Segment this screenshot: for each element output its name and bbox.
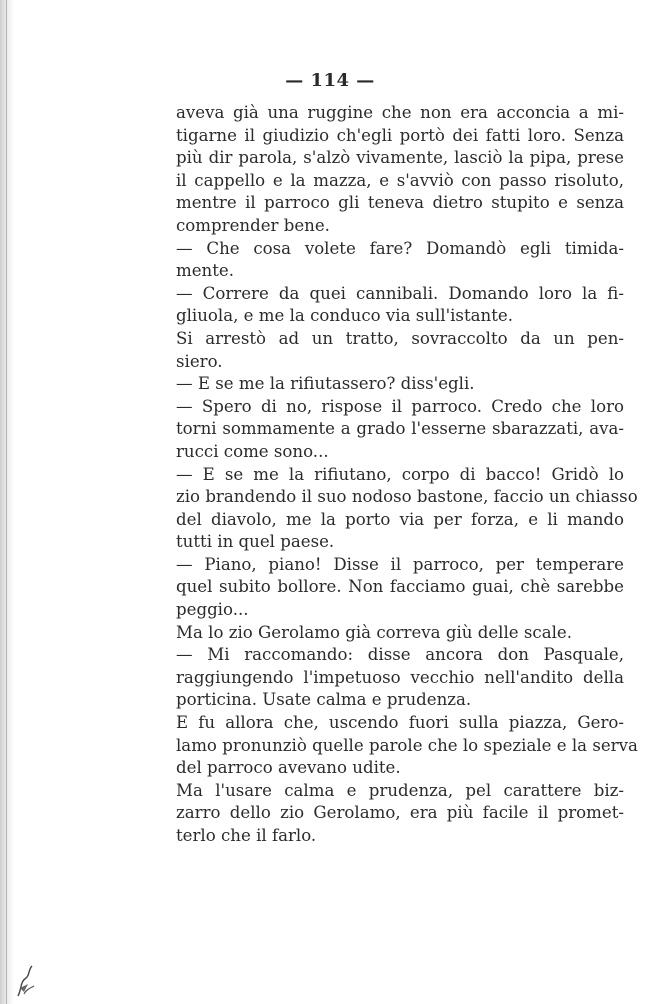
text-line: — E se me la rifiutassero? diss'egli. bbox=[176, 374, 475, 394]
paragraph bbox=[158, 396, 624, 464]
text-line: — Spero di no, rispose il parroco. Credo che loro bbox=[176, 396, 624, 416]
page-spine-shadow bbox=[0, 0, 14, 1004]
text-line: — Mi raccomando: disse ancora don Pasquale, bbox=[176, 645, 624, 665]
text-line: E fu allora che, uscendo fuori sulla piazza, Gero- bbox=[176, 713, 624, 733]
text-line: lamo pronunziò quelle parole che lo speziale e la serva bbox=[176, 735, 638, 755]
corner-ornament-icon bbox=[14, 958, 44, 998]
text-line: comprender bene. bbox=[176, 215, 330, 235]
text-line: — Piano, piano! Disse il parroco, per temperare bbox=[176, 554, 624, 574]
paragraph bbox=[158, 712, 638, 780]
paragraph bbox=[158, 102, 624, 238]
text-line: Ma l'usare calma e prudenza, pel carattere biz- bbox=[176, 780, 624, 800]
paragraph bbox=[158, 622, 624, 645]
paragraph bbox=[158, 780, 624, 848]
paragraph bbox=[158, 644, 624, 712]
paragraph bbox=[158, 328, 624, 373]
text-line: siero. bbox=[176, 351, 223, 371]
paragraph bbox=[158, 464, 638, 554]
text-line: Si arrestò ad un tratto, sovraccolto da un pen- bbox=[176, 328, 624, 348]
text-line: zio brandendo il suo nodoso bastone, faccio un chiasso bbox=[176, 487, 638, 507]
text-line: — Che cosa volete fare? Domandò egli timida- bbox=[176, 238, 624, 258]
text-line: mente. bbox=[176, 261, 235, 281]
text-line: tutti in quel paese. bbox=[176, 532, 335, 552]
paragraph bbox=[158, 373, 624, 396]
text-line: — Correre da quei cannibali. Domando loro la fi- bbox=[176, 283, 624, 303]
text-line: Ma lo zio Gerolamo già correva giù delle scale. bbox=[176, 622, 572, 642]
paragraph bbox=[158, 554, 624, 622]
text-line: del parroco avevano udite. bbox=[176, 758, 401, 778]
text-line: porticina. Usate calma e prudenza. bbox=[176, 690, 472, 710]
text-line: gliuola, e me la conduco via sull'istante. bbox=[176, 306, 513, 326]
text-line: peggio... bbox=[176, 600, 249, 620]
text-line: aveva già una ruggine che non era acconcia a mi- bbox=[176, 103, 624, 122]
body-text bbox=[158, 102, 638, 848]
text-line: — E se me la rifiutano, corpo di bacco! Gridò lo bbox=[176, 464, 624, 484]
text-line: quel subito bollore. Non facciamo guai, chè sarebbe bbox=[176, 577, 624, 597]
text-line: il cappello e la mazza, e s'avviò con passo risoluto, bbox=[176, 170, 624, 190]
text-line: rucci come sono... bbox=[176, 441, 329, 461]
text-line: torni sommamente a grado l'esserne sbarazzati, ava- bbox=[176, 419, 624, 439]
paragraph bbox=[158, 238, 624, 283]
text-line: del diavolo, me la porto via per forza, e li mando bbox=[176, 509, 624, 529]
text-line: terlo che il farlo. bbox=[176, 826, 317, 845]
text-line: più dir parola, s'alzò vivamente, lasciò la pipa, prese bbox=[176, 148, 624, 168]
page-number: — 114 — bbox=[285, 70, 375, 91]
page-spine-line bbox=[6, 0, 7, 1004]
text-line: tigarne il giudizio ch'egli portò dei fatti loro. Senza bbox=[176, 125, 624, 145]
text-line: raggiungendo l'impetuoso vecchio nell'andito della bbox=[176, 667, 624, 687]
text-line: mentre il parroco gli teneva dietro stupito e senza bbox=[176, 193, 624, 213]
paragraph bbox=[158, 283, 624, 328]
text-line: zarro dello zio Gerolamo, era più facile il promet- bbox=[176, 803, 624, 823]
